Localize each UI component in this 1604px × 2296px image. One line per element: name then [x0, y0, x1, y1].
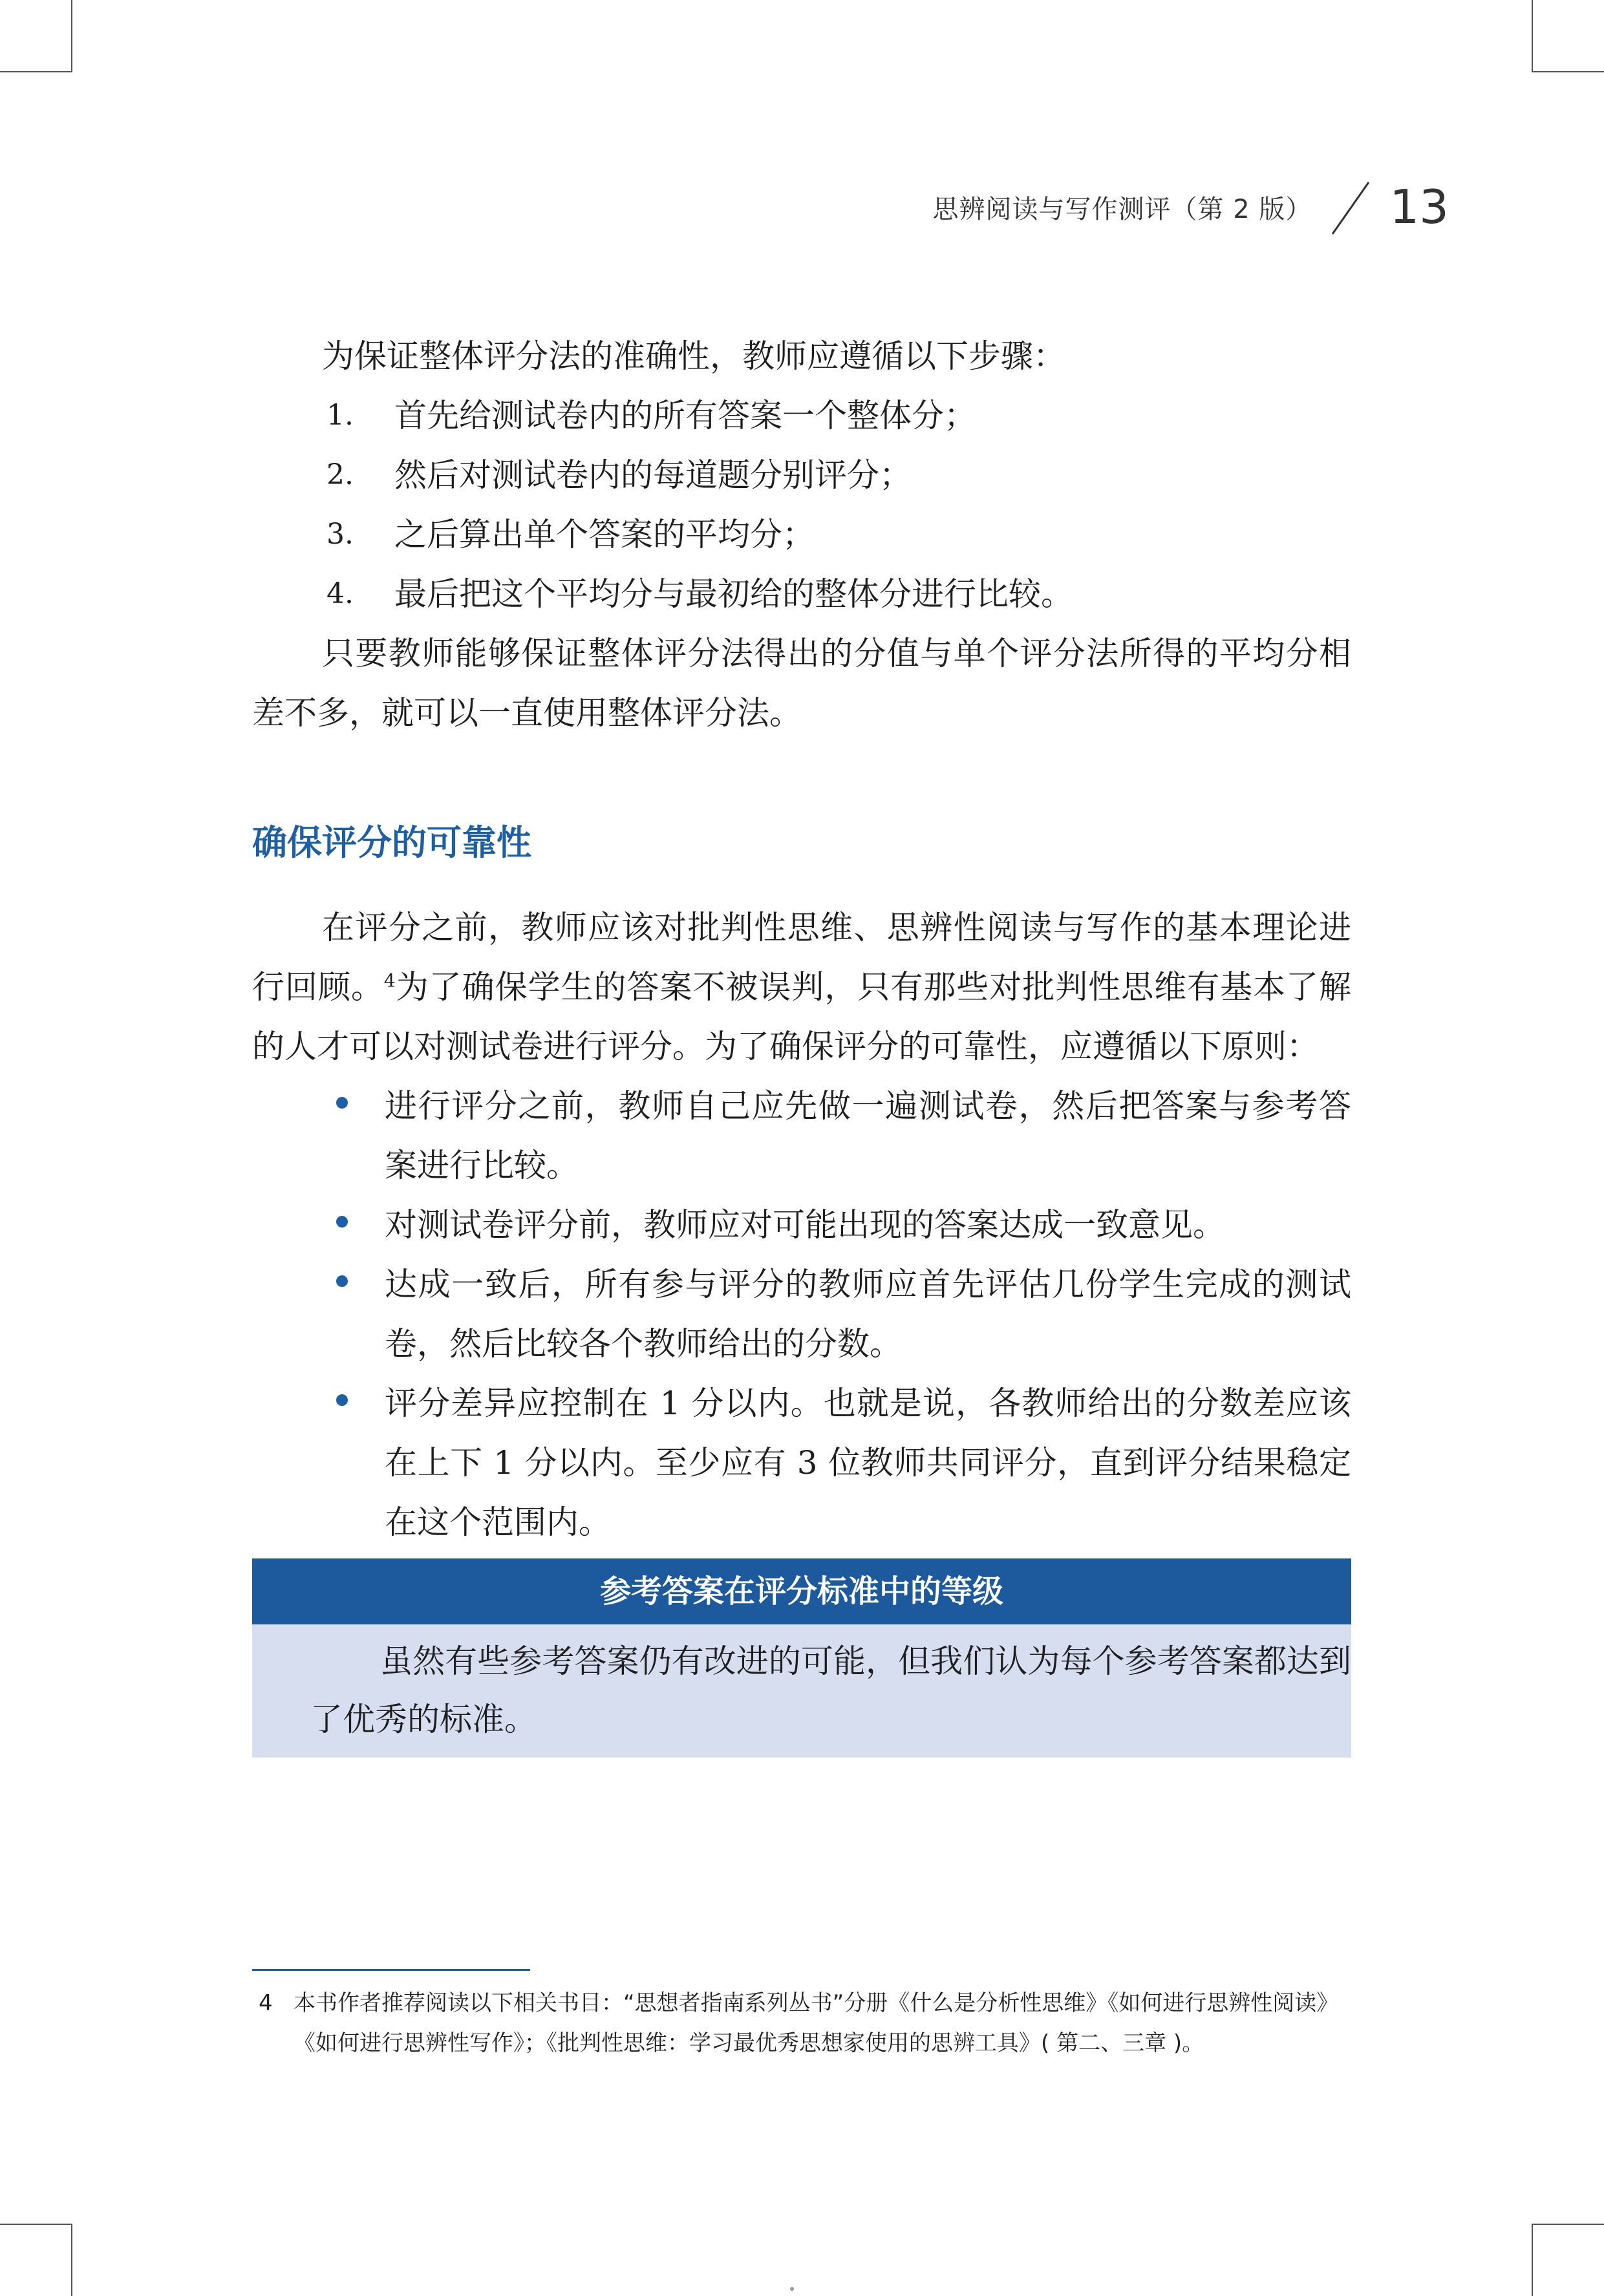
- registration-dot: [790, 2287, 794, 2291]
- book-title: 思辨阅读与写作测评（第 2 版）: [932, 194, 1312, 224]
- callout-body: 虽然有些参考答案仍有改进的可能，但我们认为每个参考答案都达到了优秀的标准。: [310, 1642, 1351, 1738]
- crop-mark-bottom-left: [0, 2224, 72, 2296]
- steps-list: [252, 386, 1351, 624]
- section-heading: 确保评分的可靠性: [252, 822, 531, 863]
- conclusion-paragraph: 只要教师能够保证整体评分法得出的分值与单个评分法所得的平均分相差不多，就可以一直使用整体评分法。: [252, 635, 1351, 732]
- page-number: 13: [1389, 180, 1449, 234]
- step-text: 最后把这个平均分与最初给的整体分进行比较。: [394, 575, 1073, 613]
- footnote-number: 4: [259, 1990, 273, 2016]
- crop-mark-top-right: [1532, 0, 1604, 72]
- list-item-text: 进行评分之前，教师自己应先做一遍测试卷，然后把答案与参考答案进行比较。: [385, 1087, 1351, 1184]
- principles-list: [252, 1076, 1351, 1552]
- step-number: 3.: [326, 518, 354, 551]
- list-item-text: 对测试卷评分前，教师应对可能出现的答案达成一致意见。: [385, 1206, 1225, 1244]
- list-item: [252, 1076, 1351, 1195]
- footnote-marker[interactable]: 4: [383, 970, 396, 992]
- list-item-text: 评分差异应控制在 1 分以内。也就是说，各教师给出的分数差应该在上下 1 分以内。至少应有 3 位教师共同评分，直到评分结果稳定在这个范围内。: [385, 1385, 1351, 1541]
- footnote: [252, 1983, 1351, 2063]
- section-paragraph: [252, 898, 1351, 1076]
- running-head: [932, 175, 1449, 239]
- list-item: [252, 1255, 1351, 1374]
- step-text: 之后算出单个答案的平均分；: [394, 516, 815, 553]
- para-text-after-note: 为了确保学生的答案不被误判，只有那些对批判性思维有基本了解的人才可以对测试卷进行评分。为了确保评分的可靠性，应遵循以下原则：: [252, 968, 1352, 1065]
- slash-divider: [1312, 175, 1389, 239]
- bullet-dot-icon: [336, 1216, 348, 1228]
- crop-mark-top-left: [0, 0, 72, 72]
- step-item: [252, 386, 1351, 445]
- step-number: 4.: [326, 577, 354, 610]
- footnote-text: 本书作者推荐阅读以下相关书目：“思想者指南系列丛书”分册《什么是分析性思维》《如何进行思辨性阅读》《如何进行思辨性写作》；《批判性思维：学习最优秀思想家使用的思辨工具》( 第二、三章 )。: [294, 1990, 1339, 2056]
- footnote-divider: [252, 1969, 530, 1971]
- step-text: 然后对测试卷内的每道题分别评分；: [394, 456, 912, 494]
- crop-mark-bottom-right: [1532, 2224, 1604, 2296]
- bullet-dot-icon: [336, 1275, 348, 1287]
- step-number: 2.: [326, 458, 354, 491]
- para-text-before-note: 在评分之前，教师应该对批判性思维、思辨性阅读与写作的基本理论进行回顾。: [252, 909, 1351, 1006]
- step-item: [252, 505, 1351, 564]
- callout-title: 参考答案在评分标准中的等级: [252, 1558, 1351, 1624]
- step-number: 1.: [326, 399, 354, 432]
- step-item: [252, 564, 1351, 624]
- bullet-dot-icon: [336, 1394, 348, 1406]
- bullet-dot-icon: [336, 1097, 348, 1109]
- page-content: [252, 326, 1351, 1758]
- step-item: [252, 445, 1351, 505]
- list-item-text: 达成一致后，所有参与评分的教师应首先评估几份学生完成的测试卷，然后比较各个教师给出的分数。: [385, 1266, 1351, 1363]
- intro-paragraph: 为保证整体评分法的准确性，教师应遵循以下步骤：: [322, 337, 1065, 375]
- list-item: [252, 1195, 1351, 1255]
- step-text: 首先给测试卷内的所有答案一个整体分；: [394, 397, 976, 434]
- list-item: [252, 1374, 1351, 1552]
- callout-box: [252, 1558, 1351, 1758]
